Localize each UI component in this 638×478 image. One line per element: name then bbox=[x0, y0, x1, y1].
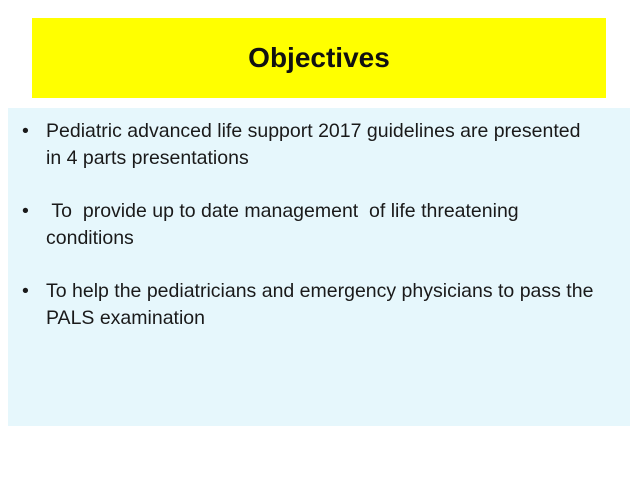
bullet-item-guidelines bbox=[22, 118, 600, 172]
bullet-item-pals-exam bbox=[22, 278, 600, 332]
bullet-marker: • bbox=[22, 200, 29, 222]
title-banner bbox=[32, 18, 606, 98]
bullet-marker: • bbox=[22, 280, 29, 302]
bullet-text: Pediatric advanced life support 2017 guidelines are presented in 4 parts presentations bbox=[46, 120, 581, 169]
bullet-marker: • bbox=[22, 120, 29, 142]
bullet-list bbox=[22, 118, 600, 332]
bullet-text: To provide up to date management of life threatening conditions bbox=[46, 200, 525, 249]
content-panel bbox=[8, 108, 630, 426]
slide-title: Objectives bbox=[248, 42, 390, 73]
bullet-text: To help the pediatricians and emergency physicians to pass the PALS examination bbox=[46, 280, 594, 329]
bullet-item-management bbox=[22, 198, 600, 252]
